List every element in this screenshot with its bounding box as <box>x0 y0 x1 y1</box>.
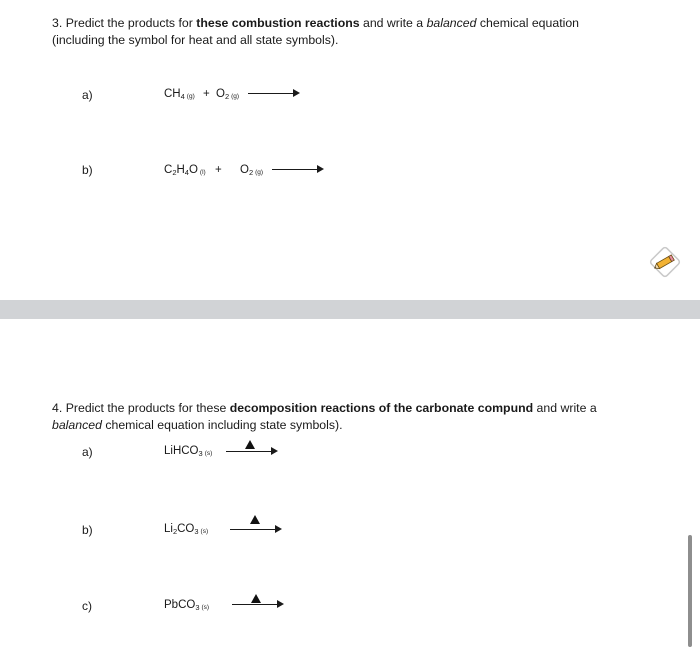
q3b-reactant-o2: $O_2$ (g) <box>240 164 264 177</box>
q4a-reaction-arrow-icon <box>226 447 278 456</box>
q3a-reactant-o2: $O_2$ (g) <box>216 88 240 101</box>
q3a-plus: + <box>203 88 210 100</box>
q3a-reaction-arrow-icon <box>248 89 300 98</box>
vertical-scrollbar[interactable] <box>688 535 692 647</box>
q3b-reaction-arrow-icon <box>272 165 324 174</box>
page-separator <box>0 300 700 319</box>
q4a-reactant-lihco3: LiHCO$_3$ (s) <box>164 445 213 458</box>
q4c-reaction-arrow-icon <box>232 600 284 609</box>
worksheet-page-1 <box>0 0 700 300</box>
q3-part-b-label: b) <box>82 163 93 177</box>
q3b-plus: + <box>215 164 222 176</box>
question-3-prompt: 3. Predict the products for these combustion reactions and write a balanced chemical equation (including the symbol for heat and all state symbols). <box>52 16 580 47</box>
question-4-prompt: 4. Predict the products for these decomposition reactions of the carbonate compund and write a balanced chemical equation including state symbols). <box>52 401 597 432</box>
q4-part-a-label: a) <box>82 445 93 459</box>
q3b-reactant-c2h4o: $C_2H_4O$ (l) <box>164 164 206 177</box>
q4c-reactant-pbco3: PbCO$_3$ (s) <box>164 599 210 612</box>
q4b-reaction-arrow-icon <box>230 525 282 534</box>
q4b-reactant-li2co3: $Li_2CO_3$ (s) <box>164 523 209 536</box>
worksheet-page-2 <box>0 319 700 650</box>
q3a-reactant-ch4: $CH_4$ (g) <box>164 88 195 101</box>
pencil-edit-icon[interactable] <box>646 243 684 281</box>
q3-part-a-label: a) <box>82 88 93 102</box>
q4-part-c-label: c) <box>82 599 92 613</box>
q4b-heat-triangle-icon <box>250 515 260 524</box>
q4-part-b-label: b) <box>82 523 93 537</box>
